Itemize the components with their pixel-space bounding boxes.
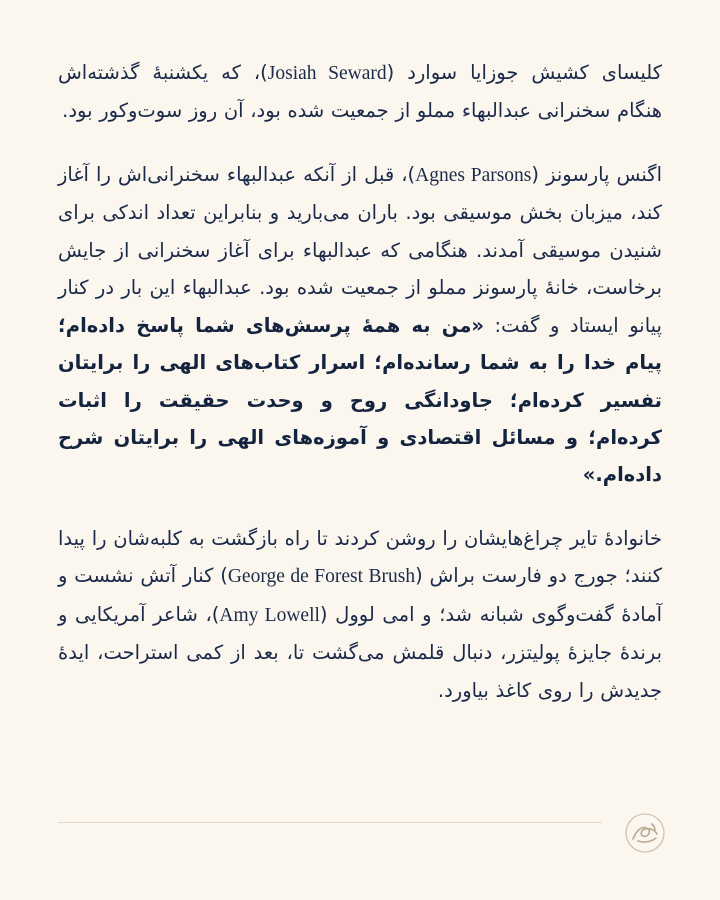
paragraph-2 [58,156,662,494]
page-footer [0,804,720,900]
paragraph-2-bold-quote: «من به همهٔ پرسش‌های شما پاسخ داده‌ام؛ پیام خدا را به شما رسانده‌ام؛ اسرار کتاب‌های الهی را برایتان تفسیر کرده‌ام؛ جاودانگی روح و وحدت حقیقت را اثبات کرده‌ام؛ و مسائل اقتصادی و آموزه‌های الهی را برایتان شرح داده‌ام.» [58,313,662,487]
persian-calligraphy-logo-icon [616,804,674,862]
paragraph-2-text: اگنس پارسونز (Agnes Parsons)، قبل از آنکه عبدالبهاء سخنرانی‌اش را آغاز کند، میزبان بخش موسیقی بود. باران می‌بارید و بنابراین تعداد اندکی برای شنیدن موسیقی آمدند. هنگامی که عبدالبهاء برای آغاز سخنرانی از جایش برخاست، خانهٔ پارسونز مملو از جمعیت شده بود. عبدالبهاء این بار در کنار پیانو ایستاد و گفت: [58,162,663,337]
paragraph-1: کلیسای کشیش جوزایا سوارد (Josiah Seward)، که یکشنبهٔ گذشته‌اش هنگام سخنرانی عبدالبهاء مملو از جمعیت شده بود، آن روز سوت‌وکور بود. [58,61,663,123]
footer-divider [58,822,602,823]
document-body [58,54,662,709]
paragraph-3: خانوادهٔ تایر چراغ‌هایشان را روشن کردند تا راه بازگشت به کلبه‌شان را پیدا کنند؛ جورج دو فارست براش (George de Forest Brush) کنار آتش نشست و آمادهٔ گفت‌وگوی شبانه شد؛ و امی لوول (Amy Lowell)، شاعر آمریکایی و برندهٔ جایزهٔ پولیتزر، دنبال قلمش می‌گشت تا، بعد از کمی استراحت، ایدهٔ جدیدش را روی کاغذ بیاورد. [58,526,662,702]
